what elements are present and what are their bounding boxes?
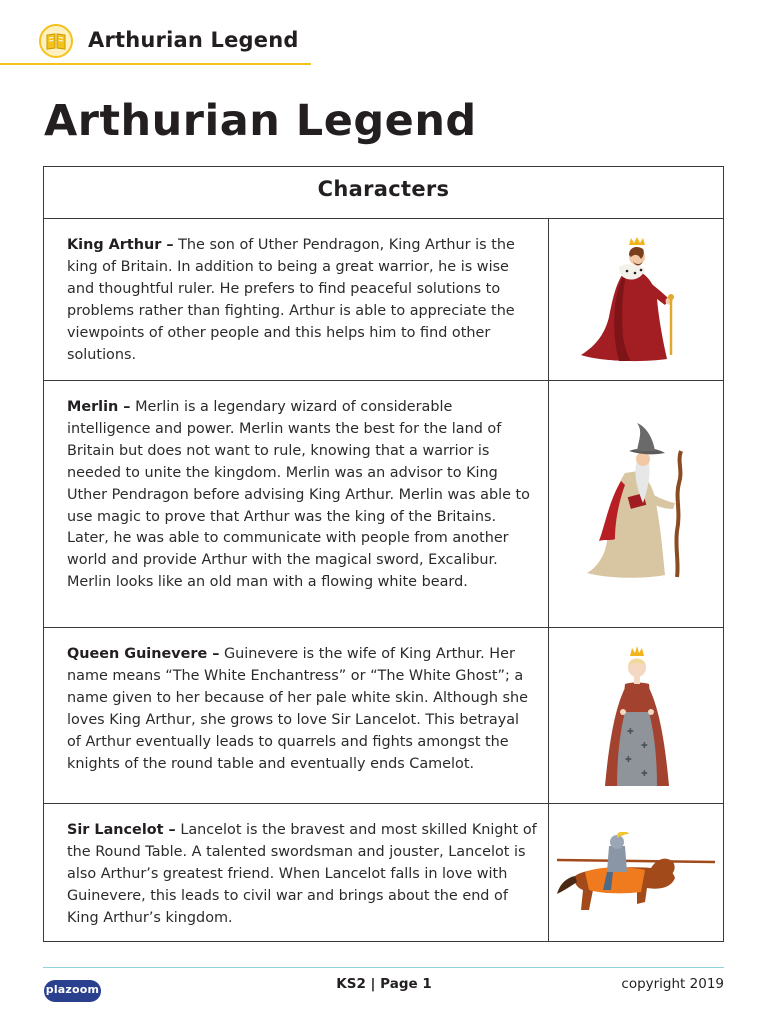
character-name: King Arthur – [67,237,174,253]
character-description-cell [67,644,537,775]
character-description-cell [67,235,537,366]
open-book-icon [39,24,73,58]
character-row-king-arthur [44,219,723,381]
character-name: Sir Lancelot – [67,822,176,838]
character-description: Merlin is a legendary wizard of considerable intelligence and power. Merlin wants the best for the land of Britain but does not want to rule, knowing that a warrior is needed to unite the kingdom. Merlin was an advisor to King Uther Pendragon before advising King Arthur. Merlin was able to use magic to prove that Arthur was the king of the Britains. Later, he was able to communicate with people from another world and provide Arthur with the magical sword, Excalibur. Merlin looks like an old man with a flowing white beard. [67,399,530,591]
character-row-sir-lancelot [44,804,723,941]
svg-text:✚: ✚ [641,769,648,778]
plazoom-logo [44,980,101,1002]
header-underline [0,63,311,65]
page-title: Arthurian Legend [44,96,477,146]
character-description: The son of Uther Pendragon, King Arthur is the king of Britain. In addition to being a great warrior, he is wise and thoughtful ruler. He prefers to find peaceful solutions to problems rather than fighting. Arthur is able to appreciate the viewpoints of other people and this helps him to find other solutions. [67,237,515,363]
character-name: Queen Guinevere – [67,646,220,662]
document-header [0,20,312,66]
queen-guinevere-illustration [549,628,723,803]
character-row-queen-guinevere [44,628,723,804]
footer-rule [43,967,724,968]
table-heading-cell [44,167,723,219]
svg-text:✚: ✚ [641,741,648,750]
logo-text: plazoom [45,983,100,996]
character-description: Guinevere is the wife of King Arthur. Her name means “The White Enchantress” or “The White Ghost”; a name given to her because of her pale white skin. Although she loves King Arthur, she grows to love Sir Lancelot. This betrayal of Arthur eventually leads to quarrels and fights amongst the knights of the round table and eventually ends Camelot. [67,646,529,772]
king-arthur-illustration [549,219,723,380]
svg-text:✚: ✚ [625,755,632,764]
sir-lancelot-illustration [549,804,723,941]
character-description: Lancelot is the bravest and most skilled Knight of the Round Table. A talented swordsman and jouster, Lancelot is also Arthur’s greatest friend. When Lancelot falls in love with Guinevere, this leads to civil war and brings about the end of King Arthur’s kingdom. [67,822,537,926]
table-heading: Characters [317,177,450,201]
page-number: KS2 | Page 1 [336,976,432,992]
merlin-illustration [549,381,723,627]
character-description-cell [67,820,537,930]
characters-table [43,166,724,942]
svg-text:✚: ✚ [627,727,634,736]
character-description-cell [67,397,537,594]
character-row-merlin [44,381,723,628]
header-title: Arthurian Legend [88,28,299,52]
character-name: Merlin – [67,399,131,415]
copyright-notice: copyright 2019 [621,976,724,992]
